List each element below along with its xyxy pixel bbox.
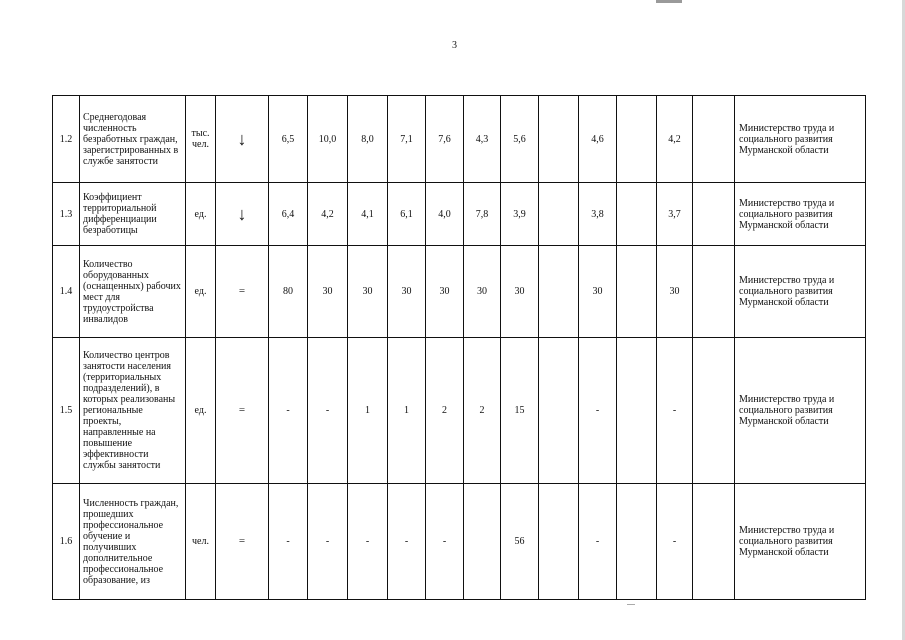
value-cell [539,96,579,183]
value-cell [693,246,735,338]
value-cell: 30 [464,246,501,338]
indicator-name: Количество центров занятости населения (территориальных подразделений), в которых реализованы региональные проекты, направленные на повышение эффективности службы занятости [80,338,186,484]
value-cell: 30 [501,246,539,338]
value-cell: - [269,484,308,600]
value-cell: 3,9 [501,183,539,246]
value-cell: 30 [388,246,426,338]
value-cell [617,183,657,246]
value-cell: 1 [388,338,426,484]
unit-cell: ед. [186,246,216,338]
value-cell: 6,1 [388,183,426,246]
unit-cell: тыс. чел. [186,96,216,183]
indicators-table [52,95,866,600]
value-cell: 15 [501,338,539,484]
value-cell: - [426,484,464,600]
table-row [53,246,866,338]
value-cell: - [579,338,617,484]
value-cell: 7,8 [464,183,501,246]
indicator-name: Коэффициент территориальной дифференциации безработицы [80,183,186,246]
value-cell [617,338,657,484]
value-cell [693,484,735,600]
value-cell: 30 [348,246,388,338]
trend-cell: ↓ [216,183,269,246]
value-cell [693,96,735,183]
scan-artifact-bottom [627,604,635,605]
indicator-name: Численность граждан, прошедших профессиональное обучение и получивших дополнительное профессиональное образование, из [80,484,186,600]
page-number: 3 [452,40,457,51]
value-cell: - [308,338,348,484]
value-cell: 80 [269,246,308,338]
trend-cell: = [216,246,269,338]
value-cell: 3,8 [579,183,617,246]
trend-cell: = [216,338,269,484]
value-cell: 4,1 [348,183,388,246]
row-number: 1.4 [53,246,80,338]
value-cell: - [348,484,388,600]
value-cell [617,96,657,183]
value-cell [539,484,579,600]
unit-cell: чел. [186,484,216,600]
value-cell: 5,6 [501,96,539,183]
value-cell: - [308,484,348,600]
value-cell: - [269,338,308,484]
value-cell: 8,0 [348,96,388,183]
responsible-org: Министерство труда и социального развития Мурманской области [735,246,866,338]
value-cell: - [579,484,617,600]
value-cell: 30 [657,246,693,338]
trend-cell: ↓ [216,96,269,183]
table-row [53,338,866,484]
row-number: 1.6 [53,484,80,600]
value-cell: 4,2 [657,96,693,183]
row-number: 1.5 [53,338,80,484]
value-cell: 30 [308,246,348,338]
value-cell: - [657,338,693,484]
responsible-org: Министерство труда и социального развития Мурманской области [735,96,866,183]
trend-cell: = [216,484,269,600]
value-cell: 4,2 [308,183,348,246]
value-cell [464,484,501,600]
value-cell: 30 [579,246,617,338]
value-cell: 7,1 [388,96,426,183]
value-cell: 4,6 [579,96,617,183]
row-number: 1.2 [53,96,80,183]
value-cell: 2 [464,338,501,484]
value-cell [617,484,657,600]
indicator-name: Среднегодовая численность безработных граждан, зарегистрированных в службе занятости [80,96,186,183]
value-cell: 56 [501,484,539,600]
value-cell [539,338,579,484]
value-cell [617,246,657,338]
value-cell [693,338,735,484]
unit-cell: ед. [186,183,216,246]
table-row [53,96,866,183]
value-cell: 2 [426,338,464,484]
value-cell: 3,7 [657,183,693,246]
indicator-name: Количество оборудованных (оснащенных) рабочих мест для трудоустройства инвалидов [80,246,186,338]
value-cell [539,183,579,246]
value-cell: 30 [426,246,464,338]
value-cell: 6,4 [269,183,308,246]
scan-artifact-top [656,0,682,3]
value-cell: 6,5 [269,96,308,183]
value-cell: 4,3 [464,96,501,183]
value-cell: 7,6 [426,96,464,183]
table-row [53,484,866,600]
row-number: 1.3 [53,183,80,246]
responsible-org: Министерство труда и социального развития Мурманской области [735,183,866,246]
responsible-org: Министерство труда и социального развития Мурманской области [735,338,866,484]
table-row [53,183,866,246]
value-cell [539,246,579,338]
value-cell: - [388,484,426,600]
unit-cell: ед. [186,338,216,484]
value-cell: 10,0 [308,96,348,183]
value-cell: 1 [348,338,388,484]
value-cell: - [657,484,693,600]
value-cell [693,183,735,246]
value-cell: 4,0 [426,183,464,246]
responsible-org: Министерство труда и социального развития Мурманской области [735,484,866,600]
